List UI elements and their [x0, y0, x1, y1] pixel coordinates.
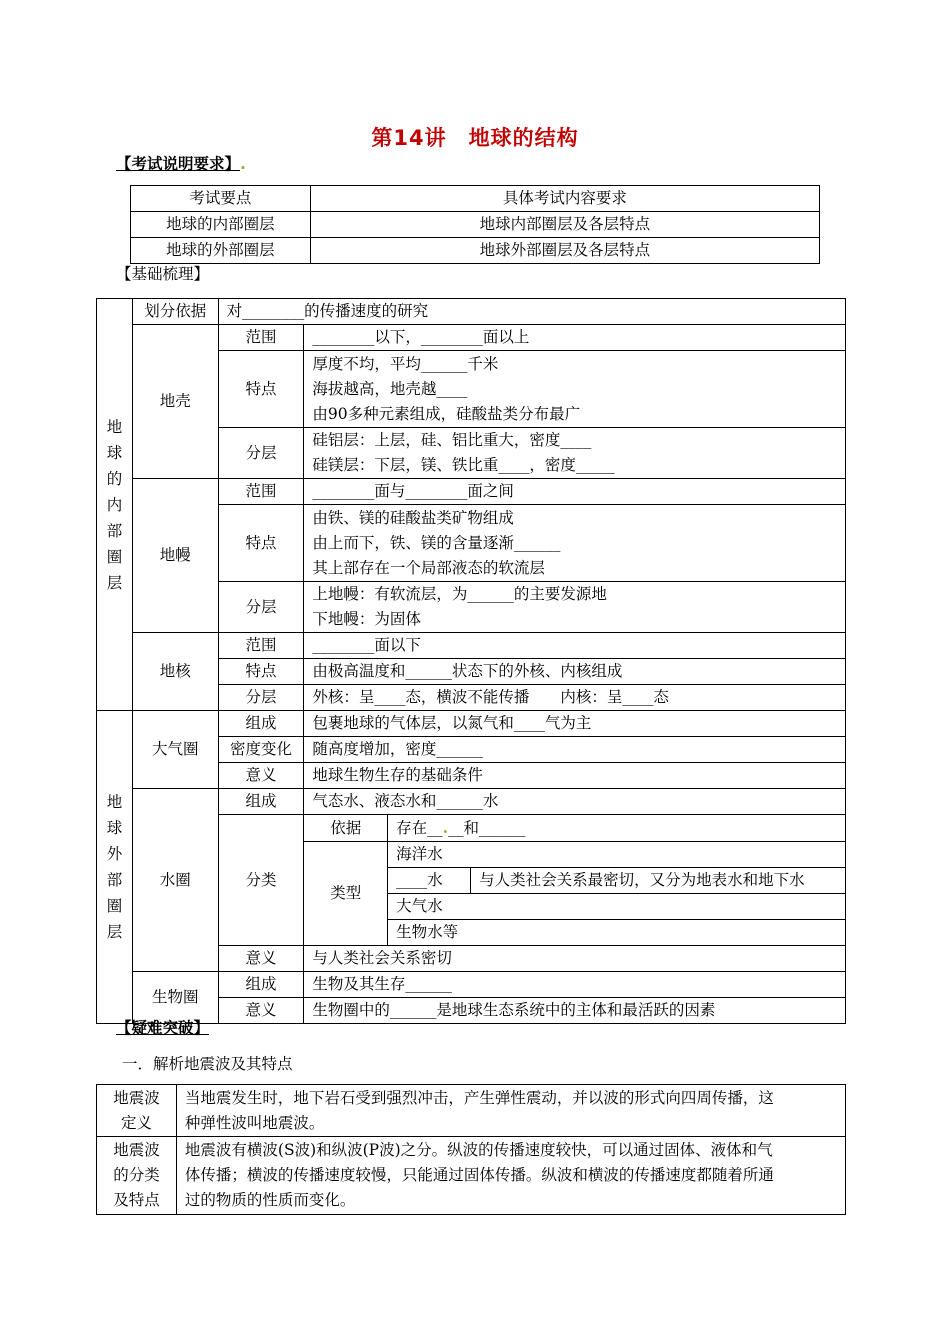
text-line: 体传播；横波的传播速度较慢，只能通过固体传播。纵波和横波的传播速度都随着所通: [184, 1166, 774, 1184]
mantle-features: [304, 505, 846, 582]
layer-line: 硅铝层：上层，硅、铝比重大，密度____: [312, 431, 592, 449]
bio-comp: 生物及其生存______: [304, 972, 846, 998]
crust-label: 地壳: [132, 325, 218, 479]
hydro-class-label: 分类: [218, 815, 304, 946]
header-cell: 考试要点: [131, 186, 311, 212]
feature-line: 由90多种元素组成，硅酸盐类分布最广: [312, 404, 581, 423]
table-row: [97, 1137, 846, 1215]
header-cell: 具体考试内容要求: [310, 186, 819, 212]
label-line: 及特点: [113, 1191, 160, 1209]
core-feature-label: 特点: [218, 659, 304, 685]
hydro-type-ocean: 海洋水: [388, 842, 846, 868]
table-cell: 地球外部圈层及各层特点: [310, 238, 819, 264]
label-line: 定义: [120, 1113, 152, 1132]
section-exam-label: 【考试说明要求】: [116, 155, 241, 173]
label-line: 地震波: [113, 1088, 160, 1107]
hydro-type-land-cell: [388, 868, 846, 894]
label-line: 地震波: [113, 1141, 160, 1159]
hydro-comp: 气态水、液态水和______水: [304, 789, 846, 815]
bio-comp-label: 组成: [218, 972, 304, 998]
table-row: [97, 1085, 846, 1137]
mantle-layers: [304, 582, 846, 633]
hydro-meaning: 与人类社会关系密切: [304, 946, 846, 972]
core-layer: 外核：呈____态，横波不能传播 内核：呈____态: [304, 685, 846, 711]
crust-range-label: 范围: [218, 325, 304, 351]
crust-layers: [304, 428, 846, 479]
crust-features: [304, 351, 846, 428]
row-label: [97, 1137, 177, 1215]
table-cell: 地球的内部圈层: [131, 212, 311, 238]
exam-requirements-table: [130, 185, 820, 264]
vertical-text: 地: [106, 417, 123, 436]
text-line: 当地震发生时，地下岩石受到强烈冲击，产生弹性震动，并以波的形式向四周传播，这: [184, 1088, 774, 1107]
crust-range: ________以下，________面以上: [304, 325, 846, 351]
biosphere-label: 生物圈: [132, 972, 218, 1024]
section-difficult-heading: [116, 1016, 209, 1038]
core-range-label: 范围: [218, 633, 304, 659]
feature-line: 海拔越高，地壳越____: [312, 379, 468, 398]
vertical-text: 地: [106, 793, 123, 811]
hydro-comp-label: 组成: [218, 789, 304, 815]
subheading-seismic-waves: 一．解析地震波及其特点: [122, 1055, 293, 1073]
table-cell: 地球的外部圈层: [131, 238, 311, 264]
bio-meaning-label: 意义: [218, 998, 304, 1024]
mantle-label: 地幔: [132, 479, 218, 633]
table-row: [131, 238, 820, 264]
text-line: 过的物质的性质而变化。: [184, 1191, 356, 1209]
outer-layers-label: 地 球 外 部 圈 层: [97, 711, 133, 1024]
atmosphere-meaning-label: 意义: [218, 763, 304, 789]
atmosphere-label: 大气圈: [132, 711, 218, 789]
table-cell: 地球内部圈层及各层特点: [310, 212, 819, 238]
hydro-type-label: 类型: [304, 842, 388, 946]
text-line: 地震波有横波(S波)和纵波(P波)之分。纵波的传播速度较快，可以通过固体、液体和气: [184, 1141, 773, 1159]
layer-line: 上地幔：有软流层，为______的主要发源地: [312, 585, 607, 603]
hydrosphere-label: 水圈: [132, 789, 218, 972]
feature-line: 由铁、镁的硅酸盐类矿物组成: [312, 508, 514, 527]
hydro-type-bio: 生物水等: [388, 920, 846, 946]
hydro-type-land: ____水: [388, 868, 471, 893]
crust-layer-label: 分层: [218, 428, 304, 479]
basis-label: 划分依据: [132, 299, 218, 325]
atmosphere-density: 随高度增加，密度______: [304, 737, 846, 763]
mantle-layer-label: 分层: [218, 582, 304, 633]
core-label: 地核: [132, 633, 218, 711]
core-feature: 由极高温度和______状态下的外核、内核组成: [304, 659, 846, 685]
atmosphere-meaning: 地球生物生存的基础条件: [304, 763, 846, 789]
atmosphere-comp: 包裹地球的气体层，以氮气和____气为主: [304, 711, 846, 737]
core-layer-label: 分层: [218, 685, 304, 711]
row-label: [97, 1085, 177, 1137]
atmosphere-comp-label: 组成: [218, 711, 304, 737]
label-line: 的分类: [113, 1166, 160, 1184]
hydro-basis: 存在__.__和______: [388, 815, 846, 842]
hydro-basis-label: 依据: [304, 815, 388, 842]
table-row: [131, 212, 820, 238]
text-line: 种弹性波叫地震波。: [184, 1113, 325, 1132]
basic-structure-table: [96, 298, 846, 1024]
core-range: ________面以下: [304, 633, 846, 659]
layer-line: 硅镁层：下层，镁、铁比重____，密度_____: [312, 456, 615, 474]
section-basic-heading: 【基础梳理】: [116, 265, 210, 283]
mantle-feature-label: 特点: [218, 505, 304, 582]
section-exam-heading: 【考试说明要求】.: [116, 155, 246, 173]
mantle-range-label: 范围: [218, 479, 304, 505]
bio-meaning: 生物圈中的______是地球生态系统中的主体和最活跃的因素: [304, 998, 846, 1024]
hydro-type-air: 大气水: [388, 894, 846, 920]
row-text: [176, 1137, 845, 1215]
table-header-row: [131, 186, 820, 212]
atmosphere-density-label: 密度变化: [218, 737, 304, 763]
hydro-land-note: 与人类社会关系最密切，又分为地表水和地下水: [479, 871, 805, 889]
feature-line: 由上而下，铁、镁的含量逐渐______: [312, 533, 561, 552]
hydro-meaning-label: 意义: [218, 946, 304, 972]
crust-feature-label: 特点: [218, 351, 304, 428]
mantle-range: ________面与________面之间: [304, 479, 846, 505]
page-title: 第14讲 地球的结构: [371, 126, 579, 150]
feature-line: 厚度不均，平均______千米: [312, 354, 499, 373]
inner-layers-label: 地 球 的 内 部 圈 层: [97, 299, 133, 711]
section-difficult-label: 【疑难突破】: [116, 1019, 210, 1037]
basis-text-post: __和______: [448, 819, 526, 837]
basis-text: 对________的传播速度的研究: [218, 299, 845, 325]
feature-line: 其上部存在一个局部液态的软流层: [312, 558, 545, 577]
row-text: [176, 1085, 845, 1137]
seismic-wave-table: [96, 1084, 846, 1215]
layer-line: 下地幔：为固体: [312, 610, 421, 628]
basis-text-pre: 存在__: [396, 819, 443, 837]
